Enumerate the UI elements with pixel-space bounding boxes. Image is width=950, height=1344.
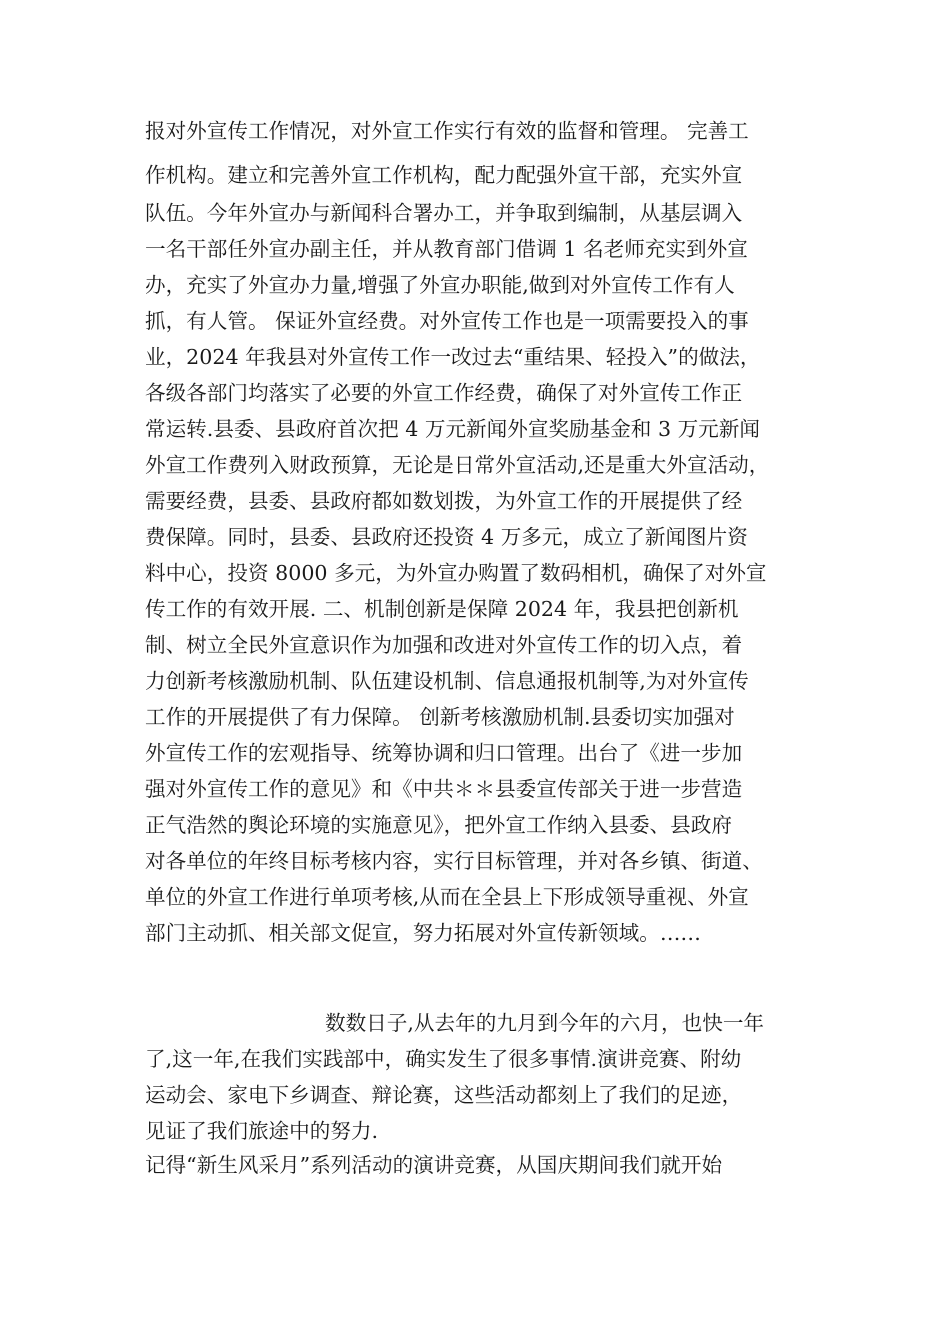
text-line: 料中心，投资 8000 多元，为外宣办购置了数码相机，确保了对外宣 (145, 561, 767, 585)
text-line: 工作的开展提供了有力保障。 创新考核激励机制.县委切实加强对 (145, 705, 735, 729)
text-line: 运动会、家电下乡调查、辩论赛，这些活动都刻上了我们的足迹， (145, 1083, 743, 1107)
text-line: 业，2024 年我县对外宣传工作一改过去“重结果、轻投入”的做法， (145, 345, 761, 369)
text-line: 了,这一年,在我们实践部中，确实发生了很多事情.演讲竞赛、附幼 (145, 1047, 742, 1071)
text-line: 单位的外宣工作进行单项考核,从而在全县上下形成领导重视、外宣 (145, 885, 749, 909)
text-line: 记得“新生风采月”系列活动的演讲竞赛，从国庆期间我们就开始 (145, 1153, 723, 1177)
text-line: 抓，有人管。 保证外宣经费。对外宣传工作也是一项需要投入的事 (145, 309, 749, 333)
text-line: 正气浩然的舆论环境的实施意见》，把外宣工作纳入县委、县政府 (145, 813, 732, 837)
text-line: 力创新考核激励机制、队伍建设机制、信息通报机制等,为对外宣传 (145, 669, 749, 693)
text-line: 制、树立全民外宣意识作为加强和改进对外宣传工作的切入点，着 (145, 633, 743, 657)
text-line: 作机构。建立和完善外宣工作机构，配力配强外宣干部，充实外宣 (145, 163, 743, 187)
text-line: 外宣工作费列入财政预算，无论是日常外宣活动,还是重大外宣活动， (145, 453, 770, 477)
text-line: 数数日子,从去年的九月到今年的六月，也快一年 (325, 1011, 765, 1035)
text-line: 一名干部任外宣办副主任，并从教育部门借调 1 名老师充实到外宣 (145, 237, 748, 261)
text-line: 需要经费，县委、县政府都如数划拨，为外宣工作的开展提供了经 (145, 489, 743, 513)
text-line: 见证了我们旅途中的努力. (145, 1119, 379, 1143)
text-line: 对各单位的年终目标考核内容，实行目标管理，并对各乡镇、街道、 (145, 849, 763, 873)
text-line: 队伍。今年外宣办与新闻科合署办工，并争取到编制，从基层调入 (145, 201, 743, 225)
text-line: 报对外宣传工作情况，对外宣工作实行有效的监督和管理。 完善工 (145, 119, 749, 143)
text-line: 外宣传工作的宏观指导、统筹协调和归口管理。出台了《进一步加 (145, 741, 743, 765)
text-line: 常运转.县委、县政府首次把 4 万元新闻外宣奖励基金和 3 万元新闻 (145, 417, 760, 441)
text-line: 各级各部门均落实了必要的外宣工作经费，确保了对外宣传工作正 (145, 381, 743, 405)
text-line: 办，充实了外宣办力量,增强了外宣办职能,做到对外宣传工作有人 (145, 273, 735, 297)
text-line: 传工作的有效开展. 二、机制创新是保障 2024 年，我县把创新机 (145, 597, 739, 621)
text-line: 部门主动抓、相关部文促宣，努力拓展对外宣传新领域。…… (145, 921, 702, 945)
text-line: 强对外宣传工作的意见》和《中共＊＊县委宣传部关于进一步营造 (145, 777, 743, 801)
text-line: 费保障。同时，县委、县政府还投资 4 万多元，成立了新闻图片资 (145, 525, 748, 549)
